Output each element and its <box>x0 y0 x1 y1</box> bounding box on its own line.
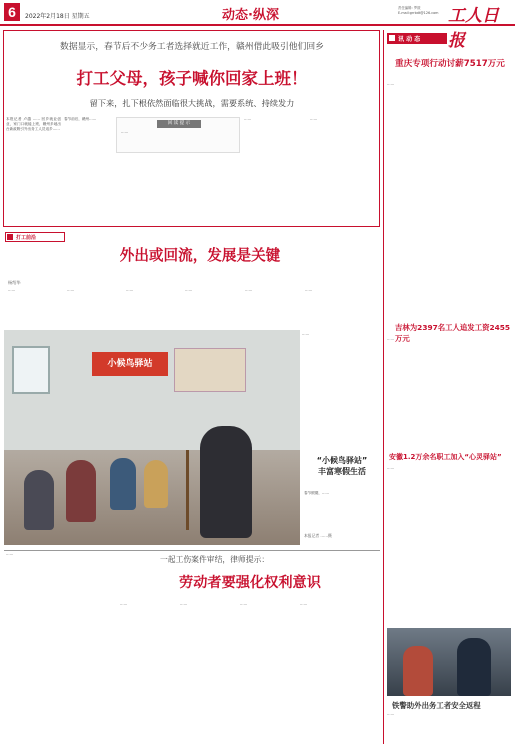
lower-headline: 劳动者要强化权利意识 <box>179 575 321 591</box>
photo-caption-credit: 本报记者 ……摄 <box>304 533 332 538</box>
feature-photo <box>4 330 300 545</box>
sidebar-photo <box>387 628 511 696</box>
page-number: 6 <box>4 3 20 21</box>
lead-kicker: 数据显示，春节后不少务工者选择就近工作，赣州借此吸引他们回乡 <box>60 42 324 52</box>
lower-column-5: …… <box>300 602 308 606</box>
reading-note-body: …… <box>121 130 129 134</box>
lower-left-column: …… <box>6 552 14 556</box>
section-title: 动态·纵深 <box>222 8 279 23</box>
photo-window <box>12 346 50 394</box>
photo-elderly-man <box>200 426 252 538</box>
lead-headline: 打工父母，孩子喊你回家上班！ <box>76 69 308 88</box>
photo-child-2 <box>66 460 96 522</box>
issue-date: 2022年2月18日 星期五 <box>25 13 90 20</box>
feature-headline: 外出或回流，发展是关键 <box>119 247 281 264</box>
photo-erhu-instrument <box>186 450 189 530</box>
feature-column-6: …… <box>305 288 313 292</box>
sidebar-news-3-title: 安徽1.2万余名职工加入“心灵驿站” <box>389 453 502 461</box>
lead-column-1: 本报记者 卢越 …… 回乡就业创业，家门口就能上班，赣州多地出台新政吸引外出务工人员返乡…… <box>6 117 61 132</box>
sidebar-photo-passenger <box>403 646 433 696</box>
sidebar-news-4-title: 铁警助外出务工者安全返程 <box>392 701 481 710</box>
lower-column-3: …… <box>180 602 188 606</box>
sidebar-column-tag <box>387 33 447 44</box>
lead-subhead: 留下来，扎下根依然面临很大挑战，需要系统、持续发力 <box>89 98 295 108</box>
sidebar-news-1-body: …… <box>387 82 395 86</box>
lower-kicker: 一起工伤案件审结，律师提示： <box>160 555 270 564</box>
sidebar-news-1-title: 重庆专项行动讨薪7517万元 <box>395 59 505 69</box>
paper-logo: 工人日报 <box>448 6 499 50</box>
sidebar-news-3-body: …… <box>387 466 395 470</box>
feature-column-overflow: …… <box>302 332 310 336</box>
column-marker-icon <box>7 234 13 240</box>
sidebar-photo-officer <box>457 638 491 696</box>
sidebar-news-4-body: …… <box>387 712 395 716</box>
sidebar-divider <box>383 30 384 744</box>
sidebar-news-2-title: 吉林为2397名工人追发工资2455万元 <box>395 323 511 343</box>
feature-column-tag <box>5 232 65 242</box>
feature-byline: 杨绍华 <box>8 280 21 285</box>
photo-child-3 <box>110 458 136 510</box>
lower-column-4: …… <box>240 602 248 606</box>
sidebar-news-2-body: …… <box>387 337 395 341</box>
feature-column-1: …… <box>8 288 16 292</box>
photo-caption-body: 春节假期，…… <box>304 491 330 495</box>
feature-column-2: …… <box>67 288 75 292</box>
photo-sign-board: 小候鸟驿站 <box>92 352 168 376</box>
feature-column-3: …… <box>126 288 134 292</box>
masthead-info: 责任编辑: 罗筱 E-mail:grrbdt@126.com <box>398 6 439 15</box>
divider-lower <box>4 550 380 551</box>
feature-column-5: …… <box>245 288 253 292</box>
reading-note-title: 回 读 提 示 <box>157 120 201 128</box>
sidebar-tag-label: 讯 动 态 <box>398 36 421 43</box>
feature-column-4: …… <box>185 288 193 292</box>
photo-caption-title: “小候鸟驿站” 丰富寒假生活 <box>316 456 368 476</box>
photo-display-board <box>174 348 246 392</box>
lower-column-2: …… <box>120 602 128 606</box>
photo-child-4 <box>144 460 168 508</box>
lead-column-2: 春节前后，赣州…… <box>64 117 97 121</box>
photo-child-1 <box>24 470 54 530</box>
photo-caption-box <box>302 455 380 547</box>
lead-column-6: …… <box>310 117 318 121</box>
feature-tag-label: 打工前沿 <box>16 235 37 241</box>
lead-column-5: …… <box>244 117 252 121</box>
sidebar-tag-icon <box>389 35 395 41</box>
reading-note-box <box>116 117 240 153</box>
